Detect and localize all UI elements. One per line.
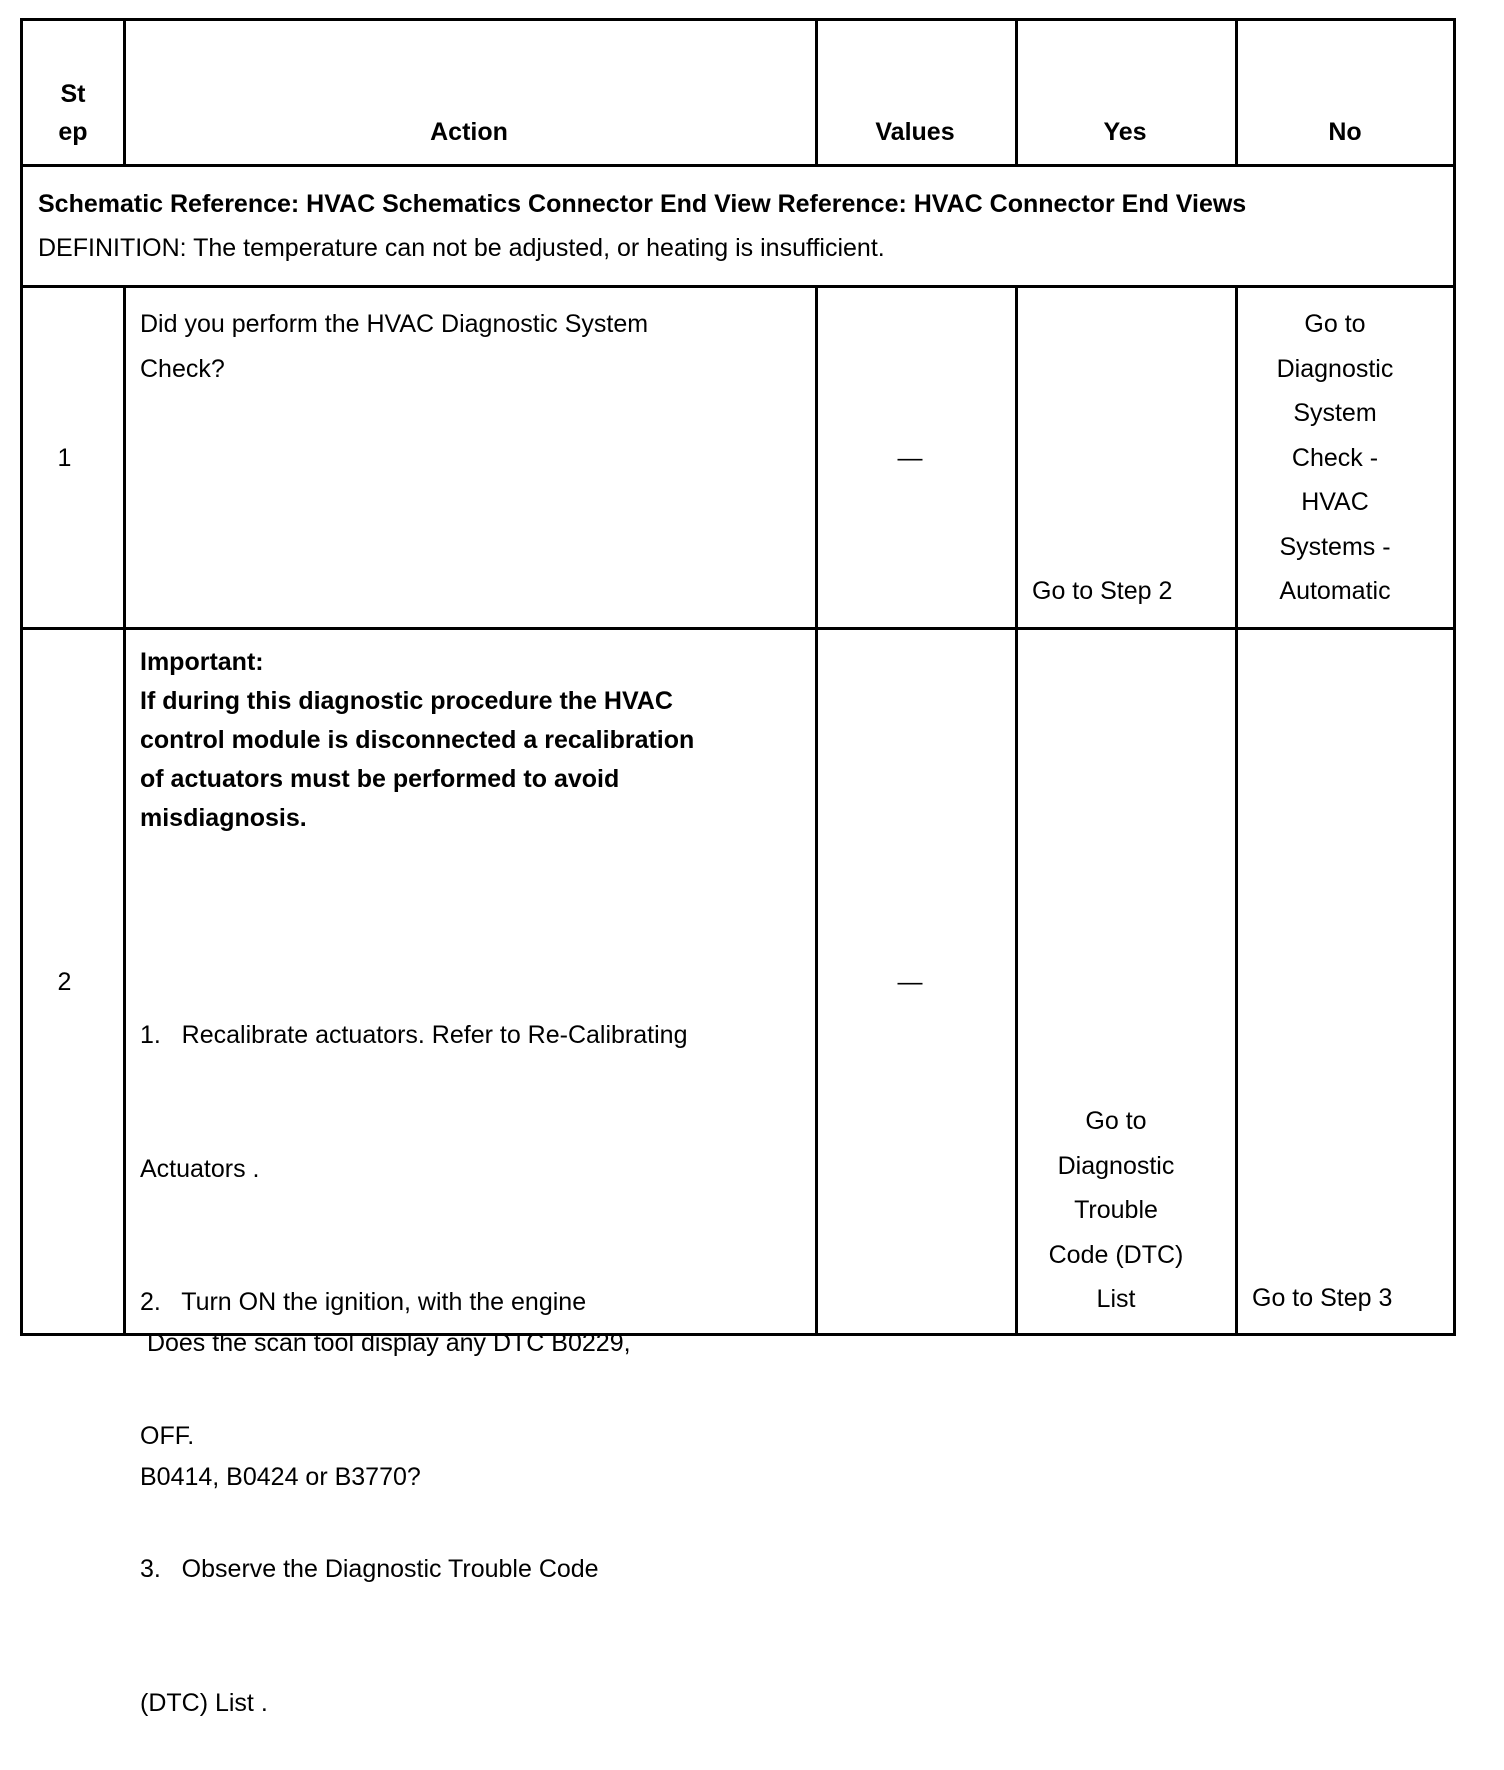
header-no: No <box>1328 118 1362 146</box>
step-number: 2 <box>57 968 72 996</box>
action-line: Check? <box>140 354 225 383</box>
no-action-link[interactable]: Go to Step 3 <box>1252 1284 1393 1312</box>
yes-line: List <box>1096 1285 1136 1313</box>
yes-line: Trouble <box>1074 1196 1158 1224</box>
yes-line: Code (DTC) <box>1048 1240 1184 1269</box>
no-action-link[interactable] <box>1235 302 1435 614</box>
header-action: Action <box>430 118 508 146</box>
yes-action-link[interactable] <box>1015 1099 1217 1322</box>
action-line: Did you perform the HVAC Diagnostic System <box>140 310 649 338</box>
header-divider <box>23 164 1453 167</box>
header-yes: Yes <box>1103 118 1147 146</box>
important-note <box>140 643 800 838</box>
important-line: of actuators must be performed to avoid <box>140 765 620 793</box>
header-step-line1: St <box>60 80 86 108</box>
col-divider <box>123 285 126 1336</box>
important-line: control module is disconnected a recalibration <box>140 726 695 754</box>
value-text: — <box>897 444 923 472</box>
no-line: Systems - <box>1279 532 1391 561</box>
definition-text: DEFINITION: The temperature can not be adjusted, or heating is insufficient. <box>38 234 885 262</box>
header-step <box>23 75 123 151</box>
question-line: Does the scan tool display any DTC B0229, <box>140 1329 631 1357</box>
action-line: Actuators . <box>140 1154 260 1183</box>
step-number: 1 <box>57 444 72 472</box>
action-line: 2. Turn ON the ignition, with the engine <box>140 1288 587 1316</box>
question-text <box>140 1232 800 1544</box>
important-title: Important: <box>140 648 264 676</box>
no-line: System <box>1293 399 1377 427</box>
action-line: 3. Observe the Diagnostic Trouble Code <box>140 1555 599 1583</box>
no-line: Diagnostic <box>1276 354 1394 383</box>
yes-line: Go to <box>1085 1107 1147 1135</box>
header-step-line2: ep <box>58 118 88 146</box>
row1-divider <box>23 627 1453 630</box>
header-values: Values <box>875 118 955 146</box>
action-text <box>140 302 800 391</box>
yes-action-link[interactable]: Go to Step 2 <box>1032 577 1173 605</box>
no-line: Go to <box>1304 310 1366 338</box>
reference-divider <box>23 285 1453 288</box>
yes-line: Diagnostic <box>1057 1151 1175 1180</box>
action-line: 1. Recalibrate actuators. Refer to Re-Calibrating <box>140 1021 688 1049</box>
no-line: Automatic <box>1279 577 1391 605</box>
no-line: Check - <box>1291 443 1379 472</box>
important-line: If during this diagnostic procedure the HVAC <box>140 687 673 715</box>
important-line: misdiagnosis. <box>140 804 307 832</box>
schematic-reference: Schematic Reference: HVAC Schematics Connector End View Reference: HVAC Connector End Views <box>38 190 1247 218</box>
question-line: B0414, B0424 or B3770? <box>140 1462 421 1491</box>
action-line: (DTC) List . <box>140 1688 268 1717</box>
no-line: HVAC <box>1301 488 1369 516</box>
value-text: — <box>897 968 923 996</box>
action-line: OFF. <box>140 1421 195 1450</box>
